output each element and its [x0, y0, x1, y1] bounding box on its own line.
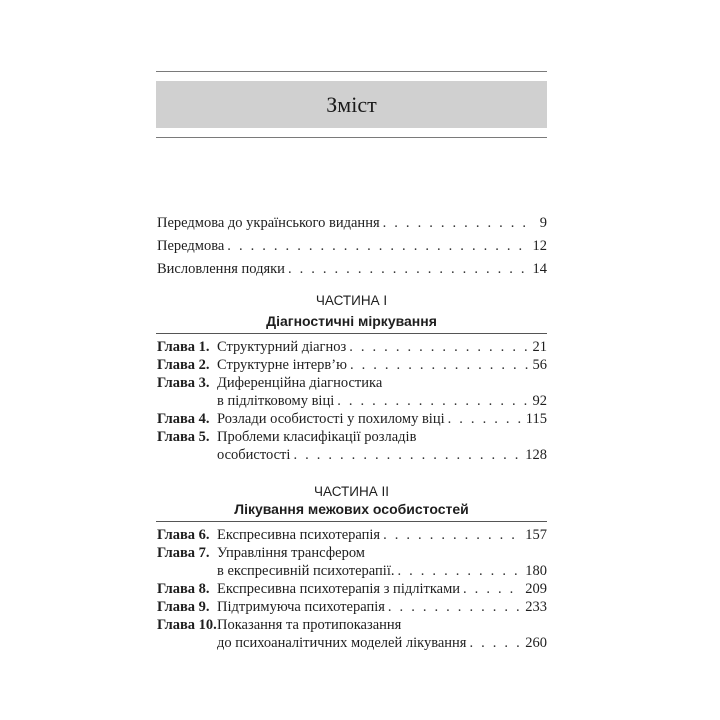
chapter-line — [217, 634, 547, 652]
dot-leader — [469, 634, 522, 652]
chapter-label: Глава 4. — [157, 411, 210, 427]
chapter-title: Диференційна діагностика — [217, 375, 383, 391]
toc-entry-page: 14 — [532, 261, 547, 277]
chapter-label: Глава 6. — [157, 527, 210, 543]
part-label: ЧАСТИНА II — [314, 484, 389, 499]
chapter-line — [217, 392, 547, 410]
toc-entry-text: Передмова до українського видання — [157, 215, 380, 231]
chapter-title: до психоаналітичних моделей лікування — [217, 635, 467, 651]
toc-entry-page: 9 — [539, 215, 547, 231]
dot-leader — [383, 214, 530, 232]
dot-leader — [383, 526, 522, 544]
chapter-page: 21 — [532, 339, 547, 355]
chapter-title: Експресивна психотерапія — [217, 527, 381, 543]
dot-leader — [293, 446, 522, 464]
chapter-label: Глава 1. — [157, 339, 210, 355]
toc-entry-text: Передмова — [157, 238, 225, 254]
chapter-line — [217, 526, 547, 544]
chapter-line — [217, 562, 547, 580]
chapter-label: Глава 3. — [157, 375, 210, 391]
contents-title: Зміст — [326, 91, 377, 117]
chapter-title: Показання та протипоказання — [217, 617, 402, 633]
chapter-page: 209 — [525, 581, 547, 597]
part-title: Лікування межових особистостей — [234, 501, 469, 517]
chapter-line — [217, 338, 547, 356]
dot-leader — [388, 598, 522, 616]
chapter-page: 56 — [532, 357, 547, 373]
toc-entry — [157, 260, 547, 278]
chapter-label: Глава 2. — [157, 357, 210, 373]
contents-title-box — [156, 81, 547, 128]
chapter-line — [217, 446, 547, 464]
dot-leader — [288, 260, 530, 278]
chapter-page: 157 — [525, 527, 547, 543]
dot-leader — [350, 356, 530, 374]
chapter-title: Структурний діагноз — [217, 339, 347, 355]
chapter-label: Глава 10. — [157, 617, 217, 633]
chapter-label: Глава 7. — [157, 545, 210, 561]
toc-entry-text: Висловлення подяки — [157, 261, 285, 277]
toc-entry — [157, 214, 547, 232]
chapter-line — [217, 356, 547, 374]
toc-entry — [157, 237, 547, 255]
chapter-title: Розлади особистості у похилому віці — [217, 411, 445, 427]
chapter-title: особистості — [217, 447, 291, 463]
toc-entry-page: 12 — [532, 238, 547, 254]
chapter-label: Глава 9. — [157, 599, 210, 615]
dot-leader — [448, 410, 523, 428]
chapter-page: 115 — [525, 411, 547, 427]
dot-leader — [349, 338, 529, 356]
chapter-title: в експресивній психотерапії. — [217, 563, 395, 579]
chapter-page: 233 — [525, 599, 547, 615]
chapter-title: Експресивна психотерапія з підлітками — [217, 581, 461, 597]
chapter-page: 180 — [525, 563, 547, 579]
chapter-title: Управління трансфером — [217, 545, 365, 561]
chapter-title: Підтримуюча психотерапія — [217, 599, 385, 615]
chapter-page: 92 — [532, 393, 547, 409]
header-bottom-rule — [156, 137, 547, 138]
chapter-line — [217, 580, 547, 598]
dot-leader — [227, 237, 529, 255]
chapter-page: 260 — [525, 635, 547, 651]
chapter-line — [217, 598, 547, 616]
chapter-line — [217, 544, 547, 562]
chapter-title: в підлітковому віці — [217, 393, 335, 409]
chapter-line — [217, 428, 547, 446]
header-top-rule — [156, 71, 547, 72]
chapter-page: 128 — [525, 447, 547, 463]
part-rule — [156, 333, 547, 334]
chapter-line — [217, 374, 547, 392]
dot-leader — [463, 580, 522, 598]
chapter-line — [217, 410, 547, 428]
chapter-title: Проблеми класифікації розладів — [217, 429, 417, 445]
dot-leader — [397, 562, 522, 580]
chapter-label: Глава 8. — [157, 581, 210, 597]
dot-leader — [337, 392, 529, 410]
chapter-line — [217, 616, 547, 634]
chapter-title: Структурне інтерв’ю — [217, 357, 347, 373]
chapter-label: Глава 5. — [157, 429, 210, 445]
part-label: ЧАСТИНА I — [315, 293, 388, 308]
part-title: Діагностичні міркування — [266, 313, 437, 329]
part-rule — [156, 521, 547, 522]
